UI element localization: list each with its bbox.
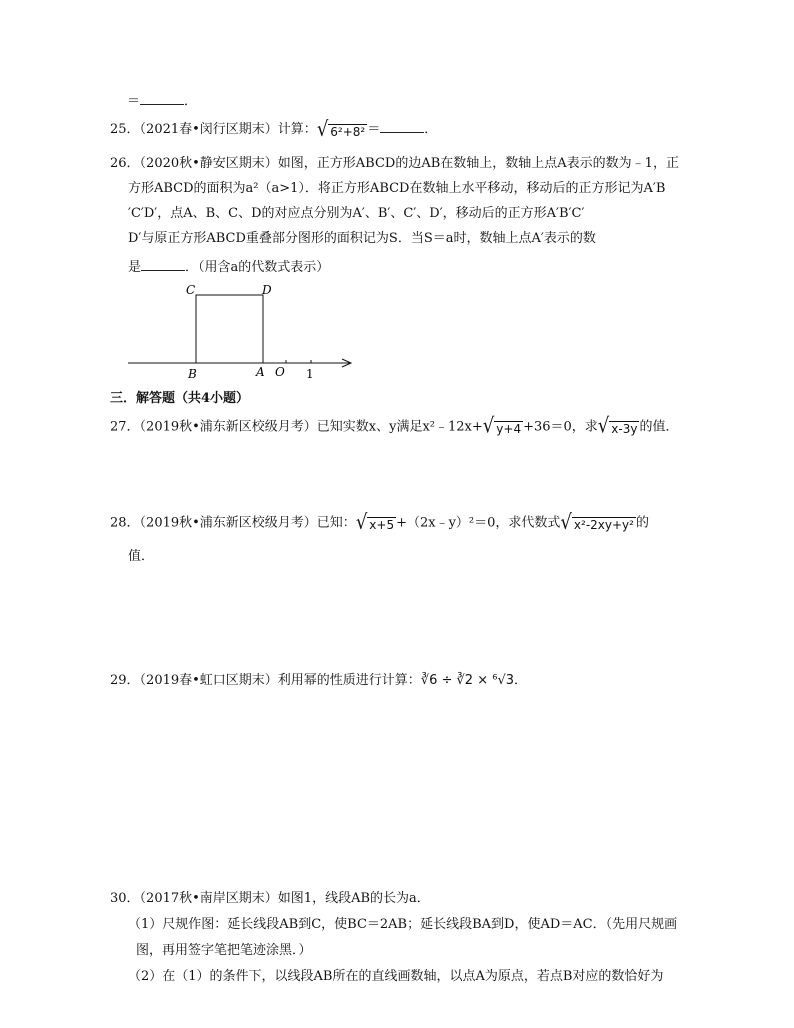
question-text: （2019秋•浦东新区校级月考）已知实数x、y满足x²﹣12x+ bbox=[139, 419, 483, 435]
question-26-line5 bbox=[128, 258, 329, 277]
question-number: 28． bbox=[110, 515, 140, 531]
question-text: 是 bbox=[128, 260, 142, 275]
radical-expression: ∛6 ÷ ∛2 × ⁶√3 bbox=[420, 673, 515, 688]
question-text: ．（用含a的代数式表示） bbox=[185, 260, 330, 275]
sqrt-expression: √ x+5 bbox=[355, 510, 395, 535]
square-abcd bbox=[196, 295, 263, 363]
radicand: x-3y bbox=[611, 422, 638, 436]
equals-sign: ＝ bbox=[127, 94, 141, 109]
answer-blank bbox=[141, 258, 185, 271]
question-text: ． bbox=[514, 673, 528, 688]
question-text: 的值． bbox=[639, 419, 679, 435]
sqrt-expression: √ 6²+8² bbox=[316, 116, 366, 141]
question-27 bbox=[110, 414, 679, 439]
question-text: 的 bbox=[635, 515, 649, 531]
sqrt-expression: √ x-3y bbox=[597, 414, 638, 439]
question-text: （2017秋•南岸区期末）如图1，线段AB的长为a． bbox=[139, 891, 430, 906]
question-number: 30． bbox=[110, 891, 140, 906]
question-30-line3: 图，再用签字笔把笔迹涂黑．） bbox=[136, 943, 312, 958]
question-29 bbox=[110, 672, 527, 690]
question-number: 29． bbox=[110, 673, 140, 688]
sqrt-expression: √ x²-2xy+y² bbox=[560, 510, 634, 535]
answer-blank bbox=[380, 120, 424, 133]
label-d: D bbox=[262, 283, 272, 297]
question-25: 25．（2021春•闵行区期末）计算： √ 6²+8² ＝ ． bbox=[110, 116, 438, 141]
sqrt-expression: √ y+4 bbox=[482, 414, 522, 439]
label-one: 1 bbox=[306, 367, 314, 381]
question-26-line2: 方形ABCD的面积为a²（a>1）．将正方形ABCD在数轴上水平移动，移动后的正方形记为A′B bbox=[128, 181, 666, 196]
radicand: y+4 bbox=[496, 422, 522, 436]
question-text: （2020秋•静安区期末）如图，正方形ABCD的边AB在数轴上，数轴上点A表示的数为﹣1，正 bbox=[139, 156, 679, 171]
radicand: 6²+8² bbox=[330, 124, 366, 139]
question-number: 26． bbox=[110, 156, 140, 171]
question-30-line4: （2）在（1）的条件下，以线段AB所在的直线画数轴，以点A为原点，若点B对应的数恰好为 bbox=[128, 969, 664, 984]
radicand: x²-2xy+y² bbox=[573, 518, 634, 532]
question-28 bbox=[110, 510, 649, 535]
label-o: O bbox=[275, 365, 285, 379]
label-c: C bbox=[186, 283, 196, 297]
question-text: （2021春•闵行区期末）计算： bbox=[139, 122, 317, 137]
answer-blank bbox=[140, 92, 184, 105]
label-b: B bbox=[188, 367, 197, 381]
question-28-line2: 值． bbox=[128, 549, 155, 564]
question-text: +36＝0，求 bbox=[523, 419, 598, 435]
question-26-line3: ′C′D′，点A、B、C、D的对应点分别为A′、B′、C′、D′，移动后的正方形A′B′C′ bbox=[128, 206, 585, 221]
label-a: A bbox=[256, 365, 265, 379]
question-30-line1 bbox=[110, 890, 430, 908]
question-26-line1 bbox=[110, 155, 679, 173]
question-number: 27． bbox=[110, 419, 140, 435]
question-text: （2019春•虹口区期末）利用幂的性质进行计算： bbox=[139, 673, 421, 688]
section-heading: 三．解答题（共4小题） bbox=[110, 391, 250, 406]
question-text: （2019秋•浦东新区校级月考）已知： bbox=[139, 515, 356, 531]
question-text: +（2x﹣y）²＝0，求代数式 bbox=[396, 515, 561, 531]
question-number: 25． bbox=[110, 122, 140, 137]
question-26-line4: D′与原正方形ABCD重叠部分图形的面积记为S．当S＝a时，数轴上点A′表示的数 bbox=[128, 231, 596, 246]
answer-line-prev: ＝ ． bbox=[127, 94, 198, 109]
question-30-line2: （1）尺规作图：延长线段AB到C，使BC＝2AB；延长线段BA到D，使AD＝AC．（先用尺规画 bbox=[128, 917, 678, 932]
equals-sign: ＝ bbox=[367, 122, 381, 137]
radicand: x+5 bbox=[369, 518, 395, 532]
square-numberline-diagram bbox=[125, 282, 360, 382]
